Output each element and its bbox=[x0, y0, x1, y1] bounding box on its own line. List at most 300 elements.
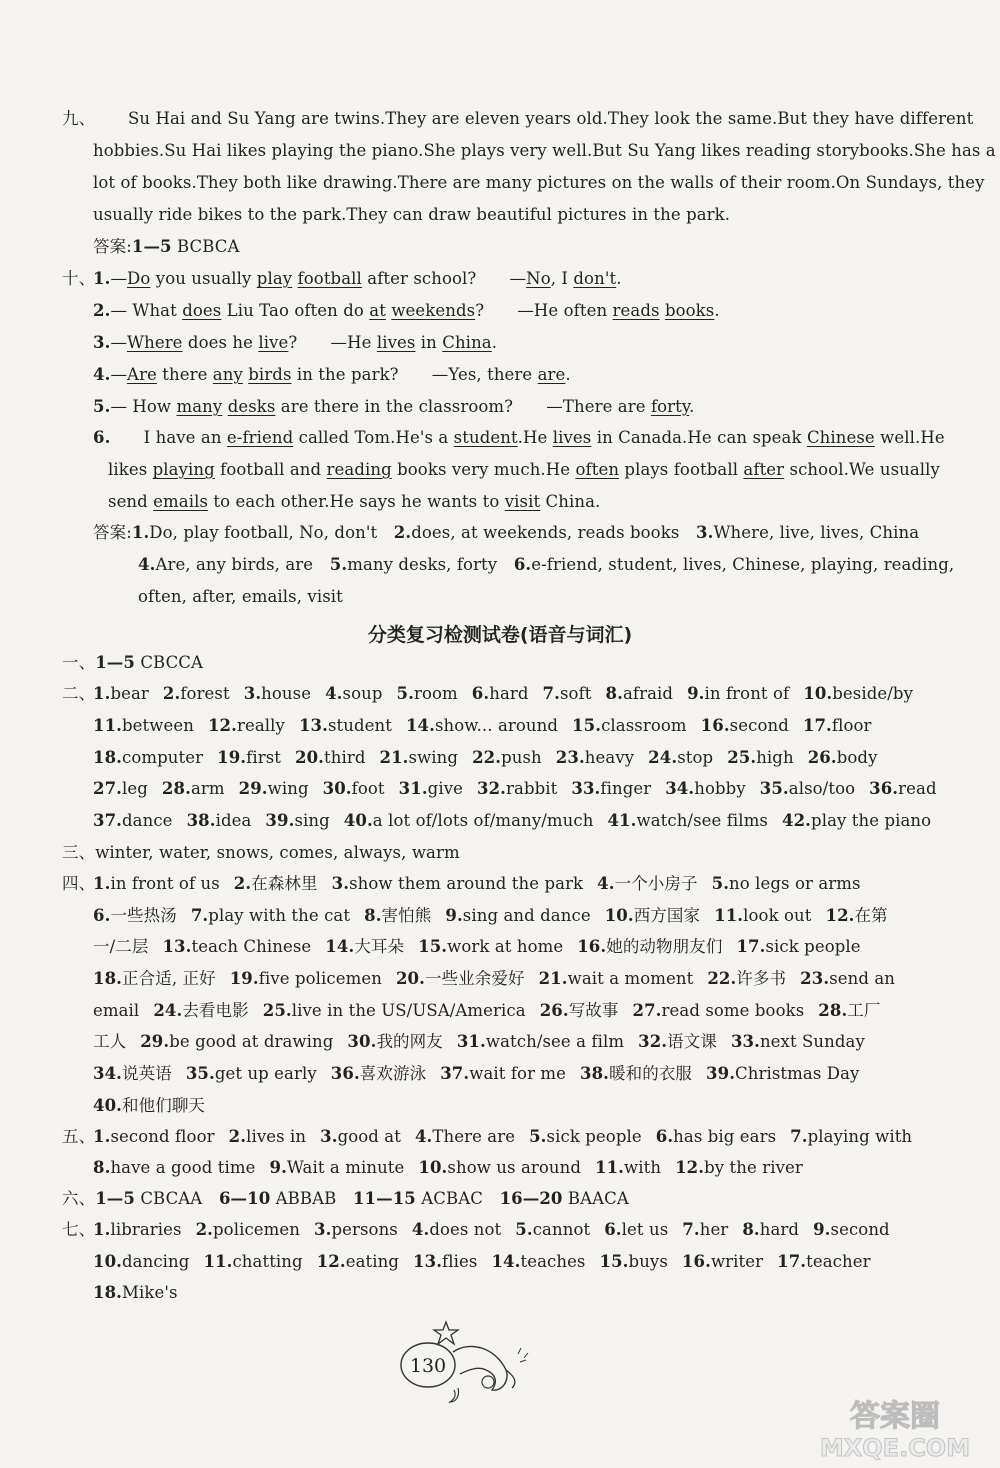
answer-line-3: often, after, emails, visit bbox=[138, 587, 343, 606]
item-number: 18. bbox=[93, 969, 123, 988]
answer-item bbox=[712, 874, 861, 893]
item-text: hobby bbox=[694, 779, 746, 798]
item-number: 5. bbox=[711, 874, 730, 893]
section-6: 六、1—5 CBCAA 6—10 ABBAB 11—15 ACBAC 16—20 BAACA bbox=[62, 1189, 629, 1208]
item-number: 6. bbox=[93, 906, 111, 925]
answer-item bbox=[331, 1064, 426, 1083]
answer-item bbox=[477, 779, 557, 798]
answer-item bbox=[162, 779, 225, 798]
answer-item bbox=[364, 906, 431, 925]
item-text: 去看电影 bbox=[182, 1001, 249, 1020]
item-number: 41. bbox=[607, 811, 637, 830]
item-text: teacher bbox=[806, 1252, 871, 1271]
answer-item bbox=[731, 1032, 865, 1051]
item-number: 3. bbox=[243, 684, 262, 703]
item-number: 15. bbox=[572, 716, 602, 735]
item-text: 害怕熊 bbox=[381, 906, 432, 925]
item-text: 正合适, 正好 bbox=[122, 969, 216, 988]
answer-item bbox=[800, 969, 895, 988]
item-number: 3. bbox=[314, 1220, 332, 1239]
item-number: 10. bbox=[604, 906, 634, 925]
answer-item bbox=[196, 1220, 300, 1239]
page-number-decoration bbox=[398, 1318, 538, 1408]
answer-item bbox=[325, 684, 382, 703]
item-number: 21. bbox=[538, 969, 568, 988]
answer-item bbox=[263, 1001, 526, 1020]
answer-item bbox=[203, 1252, 302, 1271]
answer-line-1: 答案:1.Do, play football, No, don't 2.does, at weekends, reads books 3.Where, live, lives, China bbox=[93, 523, 920, 542]
answer-item bbox=[687, 684, 789, 703]
answer-row bbox=[93, 747, 878, 769]
item-text: in front of bbox=[704, 684, 790, 703]
answer-line-2: 4.Are, any birds, are 5.many desks, forty 6.e-friend, student, lives, Chinese, playing, reading, bbox=[138, 555, 955, 574]
item-text: Wait a minute bbox=[286, 1158, 405, 1177]
item-text: show... around bbox=[434, 716, 559, 735]
item-text: high bbox=[756, 748, 794, 767]
answer-item bbox=[93, 811, 173, 830]
item-text: in front of us bbox=[110, 874, 220, 893]
item-number: 5. bbox=[515, 1220, 533, 1239]
answer-item bbox=[93, 1032, 126, 1051]
item-text: play with the cat bbox=[208, 906, 351, 925]
answer-item bbox=[607, 811, 768, 830]
question-6-line-1: 6. I have an e-friend called Tom.He's a student.He lives in Canada.He can speak Chinese well.He bbox=[93, 428, 945, 447]
item-number: 31. bbox=[456, 1032, 486, 1051]
item-number: 14. bbox=[491, 1252, 521, 1271]
answer-item bbox=[727, 748, 794, 767]
item-text: 一些热汤 bbox=[110, 906, 177, 925]
item-number: 7. bbox=[682, 1220, 700, 1239]
answer-item bbox=[347, 1032, 442, 1051]
answer-item bbox=[93, 748, 203, 767]
item-number: 11. bbox=[203, 1252, 233, 1271]
item-text: floor bbox=[831, 716, 872, 735]
item-text: second bbox=[830, 1220, 890, 1239]
item-text: 在森林里 bbox=[251, 874, 318, 893]
answer-item bbox=[295, 748, 366, 767]
answer-item bbox=[826, 906, 888, 925]
answer-item bbox=[491, 1252, 585, 1271]
item-text: a lot of/lots of/many/much bbox=[372, 811, 594, 830]
answer-item bbox=[577, 937, 722, 956]
answer-item bbox=[543, 684, 592, 703]
passage-line: Su Hai and Su Yang are twins.They are eleven years old.They look the same.But they have different bbox=[128, 109, 974, 128]
answer-item bbox=[572, 716, 687, 735]
question-4: 4.—Are there any birds in the park? —Yes, there are. bbox=[93, 365, 571, 384]
answer-row bbox=[93, 715, 872, 737]
item-text: bear bbox=[110, 684, 149, 703]
answer-item bbox=[595, 1158, 661, 1177]
item-number: 30. bbox=[347, 1032, 377, 1051]
answer-item bbox=[682, 1220, 728, 1239]
answer-item bbox=[736, 937, 860, 956]
item-number: 40. bbox=[93, 1096, 123, 1115]
question-6-line-2: likes playing football and reading books very much.He often plays football after school.We usually bbox=[108, 460, 940, 479]
section-2-number: 二、 bbox=[62, 684, 96, 703]
answer-item bbox=[606, 684, 674, 703]
answer-item bbox=[93, 1252, 189, 1271]
item-number: 9. bbox=[687, 684, 705, 703]
answer-item bbox=[299, 716, 392, 735]
answer-row bbox=[93, 905, 888, 927]
answer-item bbox=[239, 779, 309, 798]
answer-row bbox=[93, 1157, 803, 1179]
answer-row bbox=[93, 936, 861, 958]
item-number: 21. bbox=[379, 748, 409, 767]
item-text: let us bbox=[621, 1220, 669, 1239]
item-number: 9. bbox=[445, 906, 463, 925]
answer-item bbox=[396, 969, 525, 988]
item-number: 10. bbox=[803, 684, 833, 703]
item-text: no legs or arms bbox=[729, 874, 861, 893]
item-number: 7. bbox=[790, 1127, 808, 1146]
item-text: soft bbox=[559, 684, 592, 703]
item-number: 1. bbox=[93, 684, 111, 703]
item-text: room bbox=[413, 684, 458, 703]
answer-item bbox=[93, 1096, 205, 1115]
answer-item bbox=[415, 1127, 515, 1146]
answer-item bbox=[790, 1127, 912, 1146]
item-number: 29. bbox=[140, 1032, 170, 1051]
answer-item bbox=[397, 684, 458, 703]
item-number: 35. bbox=[185, 1064, 215, 1083]
item-text: be good at drawing bbox=[169, 1032, 334, 1051]
item-number: 7. bbox=[190, 906, 209, 925]
item-number: 8. bbox=[742, 1220, 760, 1239]
answer-item bbox=[571, 779, 651, 798]
item-number: 22. bbox=[707, 969, 737, 988]
item-number: 22. bbox=[472, 748, 502, 767]
answer-item bbox=[406, 716, 558, 735]
item-text: 西方国家 bbox=[633, 906, 701, 925]
item-number: 5. bbox=[529, 1127, 547, 1146]
item-text: play the piano bbox=[811, 811, 932, 830]
item-text: show us around bbox=[447, 1158, 582, 1177]
item-number: 30. bbox=[322, 779, 352, 798]
item-text: between bbox=[122, 716, 194, 735]
item-number: 33. bbox=[730, 1032, 760, 1051]
item-text: wait a moment bbox=[567, 969, 694, 988]
answer-item bbox=[217, 748, 281, 767]
item-text: teaches bbox=[520, 1252, 586, 1271]
item-text: 一个小房子 bbox=[614, 874, 698, 893]
item-number: 20. bbox=[395, 969, 425, 988]
answer-item bbox=[93, 1158, 255, 1177]
answer-item bbox=[191, 906, 350, 925]
item-text: There are bbox=[432, 1127, 516, 1146]
answer-item bbox=[399, 779, 463, 798]
item-text: playing with bbox=[807, 1127, 913, 1146]
item-text: work at home bbox=[447, 937, 564, 956]
answer-line bbox=[93, 236, 240, 258]
section-9-number: 九、 bbox=[62, 109, 96, 128]
item-number: 8. bbox=[605, 684, 623, 703]
item-number: 4. bbox=[325, 684, 343, 703]
item-text: get up early bbox=[214, 1064, 317, 1083]
answer-item bbox=[742, 1220, 799, 1239]
item-number: 8. bbox=[364, 906, 382, 925]
answer-item bbox=[93, 779, 148, 798]
item-number: 9. bbox=[813, 1220, 831, 1239]
item-text: also/too bbox=[788, 779, 856, 798]
answer-item bbox=[93, 684, 149, 703]
item-text: flies bbox=[442, 1252, 478, 1271]
item-text: sing bbox=[294, 811, 330, 830]
answer-item bbox=[153, 1001, 248, 1020]
item-text: 许多书 bbox=[736, 969, 787, 988]
item-number: 19. bbox=[229, 969, 259, 988]
answer-item bbox=[540, 1001, 619, 1020]
item-number: 18. bbox=[93, 748, 123, 767]
item-number: 38. bbox=[580, 1064, 610, 1083]
item-number: 16. bbox=[577, 937, 607, 956]
item-number: 6. bbox=[655, 1127, 674, 1146]
answer-item bbox=[93, 1064, 172, 1083]
item-number: 6. bbox=[604, 1220, 622, 1239]
answer-item bbox=[777, 1252, 870, 1271]
item-number: 17. bbox=[736, 937, 766, 956]
item-number: 1. bbox=[93, 874, 111, 893]
item-number: 37. bbox=[440, 1064, 470, 1083]
answer-row bbox=[93, 1031, 865, 1053]
answer-item bbox=[682, 1252, 763, 1271]
item-number: 34. bbox=[93, 1064, 123, 1083]
item-text: second floor bbox=[110, 1127, 215, 1146]
answer-item bbox=[714, 906, 811, 925]
item-number: 16. bbox=[700, 716, 730, 735]
item-text: rabbit bbox=[506, 779, 558, 798]
item-number: 40. bbox=[343, 811, 373, 830]
answer-item bbox=[418, 937, 563, 956]
item-text: push bbox=[501, 748, 542, 767]
item-text: writer bbox=[710, 1252, 764, 1271]
item-text: 大耳朵 bbox=[354, 937, 405, 956]
item-number: 32. bbox=[477, 779, 507, 798]
item-text: does not bbox=[429, 1220, 502, 1239]
answer-item bbox=[93, 716, 194, 735]
item-number: 15. bbox=[599, 1252, 629, 1271]
item-text: house bbox=[261, 684, 312, 703]
item-number: 3. bbox=[331, 874, 350, 893]
watermark bbox=[800, 1394, 990, 1464]
question-2: 2.— What does Liu Tao often do at weekends? —He often reads books. bbox=[93, 301, 720, 320]
item-text: live in the US/USA/America bbox=[291, 1001, 526, 1020]
item-text: afraid bbox=[622, 684, 674, 703]
item-text: lives in bbox=[246, 1127, 307, 1146]
item-text: buys bbox=[628, 1252, 668, 1271]
item-number: 33. bbox=[571, 779, 601, 798]
question-6-line-3: send emails to each other.He says he wants to visit China. bbox=[108, 492, 601, 511]
answer-item bbox=[93, 1283, 178, 1302]
item-text: forest bbox=[180, 684, 230, 703]
answer-item bbox=[808, 748, 878, 767]
question-1: 1.—Do you usually play football after school? —No, I don't. bbox=[93, 269, 622, 288]
item-text: 一/二层 bbox=[93, 937, 149, 956]
answer-item bbox=[163, 684, 230, 703]
item-text: send an bbox=[829, 969, 896, 988]
item-number: 4. bbox=[414, 1127, 433, 1146]
item-text: 工厂 bbox=[847, 1001, 881, 1020]
answer-item bbox=[539, 969, 694, 988]
answer-row bbox=[93, 873, 861, 895]
item-number: 35. bbox=[759, 779, 789, 798]
item-text: hard bbox=[489, 684, 529, 703]
item-number: 4. bbox=[411, 1220, 430, 1239]
answer-item bbox=[656, 1127, 776, 1146]
item-text: Christmas Day bbox=[735, 1064, 860, 1083]
item-number: 2. bbox=[228, 1127, 247, 1146]
item-text: 和他们聊天 bbox=[122, 1096, 206, 1115]
item-text: really bbox=[236, 716, 285, 735]
item-text: swing bbox=[408, 748, 459, 767]
answer-item bbox=[600, 1252, 668, 1271]
answer-item bbox=[457, 1032, 624, 1051]
item-text: third bbox=[324, 748, 366, 767]
item-text: chatting bbox=[232, 1252, 303, 1271]
item-text: have a good time bbox=[110, 1158, 256, 1177]
item-number: 26. bbox=[807, 748, 837, 767]
item-number: 3. bbox=[320, 1127, 338, 1146]
item-number: 23. bbox=[555, 748, 585, 767]
answer-item bbox=[230, 969, 382, 988]
answer-row bbox=[93, 1095, 205, 1117]
item-text: sick people bbox=[546, 1127, 642, 1146]
item-number: 5. bbox=[396, 684, 414, 703]
item-number: 2. bbox=[233, 874, 252, 893]
answer-item bbox=[813, 1220, 890, 1239]
section-5-number: 五、 bbox=[62, 1127, 96, 1146]
answer-item bbox=[208, 716, 285, 735]
item-number: 10. bbox=[418, 1158, 448, 1177]
item-number: 13. bbox=[162, 937, 192, 956]
item-number: 16. bbox=[681, 1252, 711, 1271]
item-text: arm bbox=[190, 779, 225, 798]
item-number: 2. bbox=[162, 684, 181, 703]
item-number: 11. bbox=[595, 1158, 625, 1177]
item-text: second bbox=[729, 716, 789, 735]
item-number: 17. bbox=[777, 1252, 807, 1271]
item-text: 工人 bbox=[93, 1032, 127, 1051]
item-number: 2. bbox=[195, 1220, 214, 1239]
section-3: 三、winter, water, snows, comes, always, warm bbox=[62, 843, 460, 862]
item-text: dance bbox=[122, 811, 173, 830]
item-number: 12. bbox=[675, 1158, 705, 1177]
item-number: 19. bbox=[217, 748, 247, 767]
item-number: 12. bbox=[316, 1252, 346, 1271]
answer-row bbox=[93, 778, 937, 800]
item-text: has big ears bbox=[673, 1127, 777, 1146]
item-number: 18. bbox=[93, 1283, 123, 1302]
item-text: 她的动物朋友们 bbox=[606, 937, 723, 956]
section-7-number: 七、 bbox=[62, 1220, 96, 1239]
item-number: 36. bbox=[330, 1064, 360, 1083]
answer-item bbox=[187, 811, 252, 830]
item-number: 13. bbox=[413, 1252, 443, 1271]
item-number: 31. bbox=[398, 779, 428, 798]
item-number: 11. bbox=[714, 906, 744, 925]
star-icon bbox=[434, 1322, 458, 1344]
item-number: 20. bbox=[295, 748, 325, 767]
item-number: 24. bbox=[648, 748, 678, 767]
item-text: wait for me bbox=[469, 1064, 567, 1083]
answer-item bbox=[706, 1064, 859, 1083]
item-text: student bbox=[327, 716, 392, 735]
answer-item bbox=[265, 811, 329, 830]
item-text: cannot bbox=[532, 1220, 591, 1239]
answer-item bbox=[638, 1032, 717, 1051]
answer-item bbox=[93, 937, 148, 956]
answer-row bbox=[93, 1126, 912, 1148]
item-text: wing bbox=[267, 779, 309, 798]
item-number: 34. bbox=[665, 779, 695, 798]
answer-row bbox=[93, 683, 913, 705]
answer-row bbox=[93, 1251, 871, 1273]
item-text: with bbox=[624, 1158, 662, 1177]
item-text: foot bbox=[351, 779, 385, 798]
item-text: sick people bbox=[765, 937, 861, 956]
item-text: Mike's bbox=[122, 1283, 178, 1302]
item-text: sing and dance bbox=[462, 906, 591, 925]
item-text: show them around the park bbox=[349, 874, 584, 893]
answer-item bbox=[529, 1127, 642, 1146]
section-1: 一、1—5 CBCCA bbox=[62, 653, 204, 672]
item-number: 4. bbox=[597, 874, 615, 893]
item-text: 一些业余爱好 bbox=[424, 969, 525, 988]
item-number: 13. bbox=[298, 716, 328, 735]
item-text: look out bbox=[743, 906, 812, 925]
item-text: finger bbox=[600, 779, 652, 798]
item-text: persons bbox=[331, 1220, 398, 1239]
answer-range: 1—5 bbox=[131, 237, 172, 256]
answer-item bbox=[818, 1001, 880, 1020]
answer-item bbox=[93, 1001, 139, 1020]
item-text: heavy bbox=[584, 748, 635, 767]
item-text: policemen bbox=[213, 1220, 301, 1239]
answer-label: 答案: bbox=[93, 237, 132, 256]
item-text: 语文课 bbox=[667, 1032, 717, 1051]
item-text: leg bbox=[122, 779, 148, 798]
item-text: 我的网友 bbox=[376, 1032, 443, 1051]
item-text: dancing bbox=[122, 1252, 190, 1271]
answer-row bbox=[93, 1282, 178, 1304]
answer-item bbox=[597, 874, 697, 893]
item-number: 23. bbox=[800, 969, 830, 988]
item-text: next Sunday bbox=[759, 1032, 865, 1051]
item-text: libraries bbox=[110, 1220, 182, 1239]
item-text: teach Chinese bbox=[191, 937, 312, 956]
answer-item bbox=[93, 969, 216, 988]
answer-item bbox=[93, 1127, 215, 1146]
item-number: 11. bbox=[93, 716, 123, 735]
item-number: 27. bbox=[93, 779, 123, 798]
section-4-number: 四、 bbox=[62, 874, 96, 893]
item-number: 32. bbox=[638, 1032, 668, 1051]
section-title: 分类复习检测试卷(语音与词汇) bbox=[367, 624, 633, 646]
answer-item bbox=[604, 1220, 668, 1239]
watermark-url: MXQE.COM bbox=[819, 1434, 971, 1462]
item-text: soup bbox=[342, 684, 383, 703]
item-text: 写故事 bbox=[568, 1001, 619, 1020]
answer-row bbox=[93, 1219, 890, 1241]
item-text: hard bbox=[759, 1220, 800, 1239]
answer-item bbox=[244, 684, 311, 703]
item-text: beside/by bbox=[832, 684, 914, 703]
answer-item bbox=[229, 1127, 307, 1146]
item-text: first bbox=[246, 748, 281, 767]
answer-item bbox=[648, 748, 713, 767]
item-number: 38. bbox=[186, 811, 216, 830]
answer-item bbox=[707, 969, 786, 988]
